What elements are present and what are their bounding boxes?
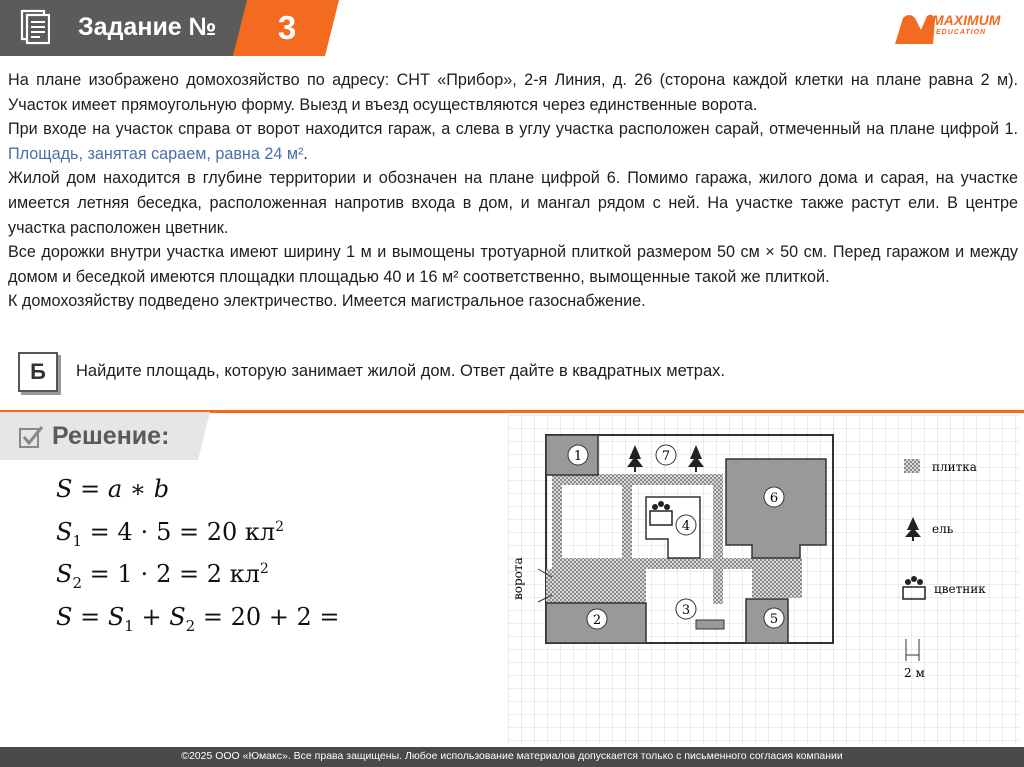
task-text: Найдите площадь, которую занимает жилой дом. Ответ дайте в квадратных метрах.: [76, 362, 725, 380]
tile-platform: [752, 558, 802, 598]
header: [0, 0, 1024, 60]
task-letter: Б: [18, 352, 58, 392]
highlighted-fact: Площадь, занятая сараем, равна 24 м²: [8, 144, 304, 163]
copyright: ©2025 ООО «Юмакс». Все права защищены. Любое использование материалов допускается только с письменного согласия компании: [181, 750, 843, 762]
legend-flower: цветник: [934, 582, 986, 596]
task-question: [10, 350, 1015, 398]
legend-tree: ель: [932, 522, 954, 536]
formula-s1: $S_1 = 4 \cdot 5 = 20$ $кл^2$: [56, 518, 285, 550]
legend-tile-icon: [904, 459, 920, 473]
label-7: 7: [661, 449, 671, 464]
grill: [696, 620, 724, 629]
formula-s2: $S_2 = 1 \cdot 2 = 2$ $кл^2$: [56, 560, 269, 592]
problem-paragraph: На плане изображено домохозяйство по адресу: СНТ «Прибор», 2-я Линия, д. 26 (сторона каждой клетки на плане равна 2 м). Участок имеет прямоугольную форму. Выезд и въезд осуществляются через единственные ворота.: [8, 71, 1018, 114]
legend-scale: 2 м: [904, 666, 925, 680]
tile-path: [552, 558, 752, 569]
tile-platform: [546, 569, 646, 603]
footer: [0, 747, 1024, 767]
checkbox-icon: [18, 424, 44, 450]
task-number: 3: [277, 9, 297, 46]
label-4: 4: [681, 519, 691, 534]
label-5: 5: [769, 612, 779, 627]
gate-label: ворота: [511, 557, 525, 600]
label-3: 3: [681, 603, 691, 618]
solution-title: Решение:: [52, 422, 170, 450]
problem-paragraph: При входе на участок справа от ворот находится гараж, а слева в углу участка расположен сарай, отмеченный на плане цифрой 1. Площадь, занятая сараем, равна 24 м².: [8, 120, 1018, 163]
label-2: 2: [592, 613, 602, 628]
formula-total: $S = S_1 + S_2 = 20 + 2$ =: [56, 603, 340, 635]
document-icon: [20, 9, 50, 45]
problem-statement: [8, 68, 1018, 314]
label-1: 1: [573, 449, 583, 464]
logo-subtext: EDUCATION: [936, 29, 987, 36]
problem-paragraph: К домохозяйству подведено электричество. Имеется магистральное газоснабжение.: [8, 292, 646, 311]
formula-area: S = a ∗ b: [56, 475, 170, 503]
problem-paragraph: Жилой дом находится в глубине территории и обозначен на плане цифрой 6. Помимо гаража, жилого дома и сарая, на участке имеется летняя беседка, расположенная напротив входа в дом, и мангал рядом с ней. На участке также растут ели. В центре участка расположен цветник.: [8, 169, 1018, 237]
problem-paragraph: Все дорожки внутри участка имеют ширину 1 м и вымощены тротуарной плиткой размером 50 см × 50 см. Перед гаражом и между домом и беседкой имеются площадки площадью 40 и 16 м² соответственно, вымощенные такой же плиткой.: [8, 243, 1018, 286]
logo-text: MAXIMUM: [932, 12, 1001, 28]
tile-path: [713, 474, 723, 604]
label-6: 6: [769, 491, 779, 506]
site-plan-diagram: [508, 415, 1020, 745]
house: [726, 459, 826, 558]
page-title: Задание №: [78, 13, 217, 41]
legend-tile: плитка: [932, 460, 977, 474]
